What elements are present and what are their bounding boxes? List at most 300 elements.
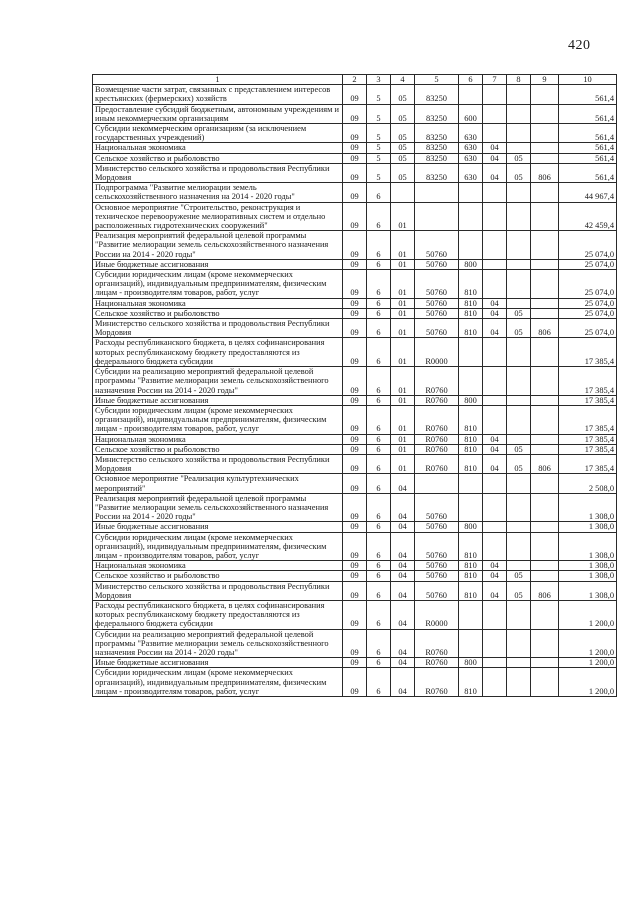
row-amount: 2 508,0: [559, 474, 617, 493]
row-code-c7: [483, 338, 507, 367]
row-code-c6: 630: [459, 153, 483, 163]
row-code-c6: 810: [459, 571, 483, 581]
row-code-c6: 810: [459, 444, 483, 454]
row-code-c7: [483, 270, 507, 299]
row-code-c2: 09: [343, 444, 367, 454]
row-code-c5: [415, 183, 459, 202]
table-row: [93, 395, 617, 405]
row-code-c8: [507, 202, 531, 231]
row-code-c8: [507, 104, 531, 123]
row-code-c4: 01: [391, 454, 415, 473]
row-code-c2: 09: [343, 532, 367, 561]
table-row: [93, 319, 617, 338]
row-code-c4: 05: [391, 153, 415, 163]
row-code-c9: [531, 493, 559, 522]
row-code-c6: 630: [459, 143, 483, 153]
row-code-c3: 6: [367, 454, 391, 473]
row-code-c2: 09: [343, 104, 367, 123]
row-code-c2: 09: [343, 153, 367, 163]
row-code-c3: 6: [367, 474, 391, 493]
row-amount: 1 308,0: [559, 581, 617, 600]
row-name: Министерство сельского хозяйства и продовольствия Республики Мордовия: [93, 454, 343, 473]
row-code-c6: [459, 493, 483, 522]
row-code-c7: [483, 124, 507, 143]
row-code-c5: R0760: [415, 658, 459, 668]
row-name: Расходы республиканского бюджета, в целях софинансирования которых республиканскому бюджету предоставляются из федерального бюджета субсидии: [93, 600, 343, 629]
column-header-10: 10: [559, 75, 617, 85]
row-code-c9: [531, 561, 559, 571]
row-amount: 44 967,4: [559, 183, 617, 202]
row-code-c2: 09: [343, 600, 367, 629]
row-code-c2: 09: [343, 581, 367, 600]
row-code-c4: 01: [391, 259, 415, 269]
row-amount: 17 385,4: [559, 367, 617, 396]
row-code-c3: 6: [367, 270, 391, 299]
row-amount: 42 459,4: [559, 202, 617, 231]
row-code-c6: 810: [459, 532, 483, 561]
row-code-c2: 09: [343, 454, 367, 473]
row-code-c5: 50760: [415, 493, 459, 522]
header-row: [93, 75, 617, 85]
row-code-c7: 04: [483, 143, 507, 153]
row-code-c3: 6: [367, 395, 391, 405]
row-code-c9: [531, 367, 559, 396]
row-code-c4: 01: [391, 338, 415, 367]
table-row: [93, 474, 617, 493]
row-name: Национальная экономика: [93, 434, 343, 444]
row-code-c4: 05: [391, 143, 415, 153]
row-name: Министерство сельского хозяйства и продовольствия Республики Мордовия: [93, 581, 343, 600]
row-code-c8: [507, 395, 531, 405]
row-code-c2: 09: [343, 270, 367, 299]
row-code-c8: [507, 183, 531, 202]
row-code-c6: [459, 231, 483, 260]
row-code-c2: 09: [343, 163, 367, 182]
row-name: Субсидии некоммерческим организациям (за исключением государственных учреждений): [93, 124, 343, 143]
row-code-c7: [483, 532, 507, 561]
row-code-c9: [531, 308, 559, 318]
row-code-c9: [531, 270, 559, 299]
row-code-c8: [507, 367, 531, 396]
row-code-c6: 800: [459, 658, 483, 668]
row-code-c7: 04: [483, 308, 507, 318]
row-name: Предоставление субсидий бюджетным, автономным учреждениям и иным некоммерческим организациям: [93, 104, 343, 123]
row-code-c6: 810: [459, 319, 483, 338]
row-amount: 17 385,4: [559, 444, 617, 454]
row-name: Национальная экономика: [93, 143, 343, 153]
row-code-c4: 04: [391, 668, 415, 697]
row-code-c2: 09: [343, 658, 367, 668]
row-name: Иные бюджетные ассигнования: [93, 395, 343, 405]
row-code-c8: 05: [507, 308, 531, 318]
row-code-c8: [507, 668, 531, 697]
row-code-c9: [531, 444, 559, 454]
row-code-c7: 04: [483, 298, 507, 308]
row-code-c2: 09: [343, 298, 367, 308]
row-code-c2: 09: [343, 561, 367, 571]
row-amount: 17 385,4: [559, 434, 617, 444]
row-code-c8: [507, 434, 531, 444]
row-code-c3: 6: [367, 629, 391, 658]
row-code-c3: 5: [367, 143, 391, 153]
row-code-c4: 05: [391, 85, 415, 104]
row-code-c5: R0000: [415, 600, 459, 629]
row-code-c3: 6: [367, 522, 391, 532]
row-code-c8: [507, 270, 531, 299]
row-code-c6: [459, 367, 483, 396]
row-code-c3: 5: [367, 124, 391, 143]
table-row: [93, 571, 617, 581]
row-name: Реализация мероприятий федеральной целевой программы "Развитие мелиорации земель сельскохозяйственного назначения России на 2014 - 2020 годы": [93, 493, 343, 522]
row-name: Министерство сельского хозяйства и продовольствия Республики Мордовия: [93, 319, 343, 338]
row-code-c8: [507, 85, 531, 104]
row-code-c5: R0000: [415, 338, 459, 367]
row-code-c6: 600: [459, 104, 483, 123]
budget-table: [92, 74, 617, 697]
row-code-c7: [483, 104, 507, 123]
row-code-c8: [507, 231, 531, 260]
row-amount: 25 074,0: [559, 259, 617, 269]
row-amount: 561,4: [559, 153, 617, 163]
row-code-c5: [415, 474, 459, 493]
row-code-c9: [531, 153, 559, 163]
table-row: [93, 308, 617, 318]
row-code-c2: 09: [343, 85, 367, 104]
row-amount: 1 308,0: [559, 532, 617, 561]
row-code-c2: 09: [343, 571, 367, 581]
row-amount: 1 308,0: [559, 561, 617, 571]
row-code-c8: [507, 143, 531, 153]
row-code-c5: 83250: [415, 143, 459, 153]
column-header-5: 5: [415, 75, 459, 85]
row-name: Министерство сельского хозяйства и продовольствия Республики Мордовия: [93, 163, 343, 182]
row-code-c6: [459, 338, 483, 367]
row-code-c9: 806: [531, 319, 559, 338]
row-code-c9: [531, 143, 559, 153]
row-code-c6: 810: [459, 581, 483, 600]
row-code-c6: 810: [459, 454, 483, 473]
table-row: [93, 493, 617, 522]
row-code-c6: 810: [459, 668, 483, 697]
table-row: [93, 202, 617, 231]
row-code-c4: 04: [391, 629, 415, 658]
row-code-c9: [531, 85, 559, 104]
row-code-c4: 04: [391, 532, 415, 561]
row-code-c6: 810: [459, 270, 483, 299]
column-header-4: 4: [391, 75, 415, 85]
row-code-c9: [531, 658, 559, 668]
row-code-c4: 01: [391, 270, 415, 299]
row-code-c7: [483, 231, 507, 260]
row-code-c4: 01: [391, 444, 415, 454]
row-code-c5: 83250: [415, 104, 459, 123]
table-row: [93, 668, 617, 697]
row-code-c3: 6: [367, 571, 391, 581]
row-code-c9: [531, 395, 559, 405]
row-name: Национальная экономика: [93, 561, 343, 571]
table-row: [93, 183, 617, 202]
row-code-c7: 04: [483, 163, 507, 182]
row-code-c3: 5: [367, 85, 391, 104]
row-code-c4: 04: [391, 658, 415, 668]
table-row: [93, 143, 617, 153]
row-code-c2: 09: [343, 338, 367, 367]
row-code-c5: R0760: [415, 629, 459, 658]
row-code-c2: 09: [343, 629, 367, 658]
row-code-c7: [483, 183, 507, 202]
row-code-c5: 50760: [415, 308, 459, 318]
row-code-c7: 04: [483, 454, 507, 473]
row-code-c3: 6: [367, 493, 391, 522]
row-code-c2: 09: [343, 522, 367, 532]
row-code-c5: R0760: [415, 434, 459, 444]
row-code-c8: 05: [507, 163, 531, 182]
row-code-c6: 810: [459, 405, 483, 434]
row-name: Субсидии на реализацию мероприятий федеральной целевой программы "Развитие мелиорации земель сельскохозяйственного назначения России на 2014 - 2020 годы": [93, 367, 343, 396]
table-row: [93, 85, 617, 104]
row-code-c3: 6: [367, 338, 391, 367]
row-code-c8: [507, 629, 531, 658]
row-code-c7: [483, 259, 507, 269]
row-code-c2: 09: [343, 395, 367, 405]
table-row: [93, 124, 617, 143]
table-row: [93, 259, 617, 269]
table-row: [93, 561, 617, 571]
row-code-c9: [531, 532, 559, 561]
row-code-c2: 09: [343, 668, 367, 697]
row-code-c7: [483, 629, 507, 658]
row-code-c3: 6: [367, 298, 391, 308]
row-code-c5: R0760: [415, 444, 459, 454]
row-code-c5: 50760: [415, 259, 459, 269]
row-amount: 561,4: [559, 143, 617, 153]
table-row: [93, 153, 617, 163]
row-code-c4: [391, 183, 415, 202]
column-header-9: 9: [531, 75, 559, 85]
row-code-c9: [531, 183, 559, 202]
row-amount: 561,4: [559, 124, 617, 143]
table-row: [93, 454, 617, 473]
row-amount: 1 200,0: [559, 629, 617, 658]
row-code-c7: 04: [483, 561, 507, 571]
row-code-c7: [483, 405, 507, 434]
row-code-c8: [507, 474, 531, 493]
row-code-c4: 04: [391, 600, 415, 629]
row-name: Сельское хозяйство и рыболовство: [93, 308, 343, 318]
row-code-c4: 01: [391, 395, 415, 405]
row-code-c2: 09: [343, 405, 367, 434]
row-code-c7: [483, 367, 507, 396]
row-name: Возмещение части затрат, связанных с представлением интересов крестьянских (фермерских) хозяйств: [93, 85, 343, 104]
row-code-c2: 09: [343, 367, 367, 396]
row-name: Субсидии юридическим лицам (кроме некоммерческих организаций), индивидуальным предпринимателям, физическим лицам - производителям товаров, работ, услуг: [93, 405, 343, 434]
row-code-c8: [507, 298, 531, 308]
row-code-c9: [531, 338, 559, 367]
row-code-c7: 04: [483, 571, 507, 581]
row-code-c3: 6: [367, 668, 391, 697]
row-code-c4: 01: [391, 319, 415, 338]
row-code-c4: 04: [391, 493, 415, 522]
row-code-c3: 6: [367, 444, 391, 454]
row-name: Иные бюджетные ассигнования: [93, 522, 343, 532]
row-name: Расходы республиканского бюджета, в целях софинансирования которых республиканскому бюджету предоставляются из федерального бюджета субсидии: [93, 338, 343, 367]
row-amount: 17 385,4: [559, 454, 617, 473]
row-code-c4: 01: [391, 405, 415, 434]
table-body: [93, 85, 617, 697]
row-code-c3: 6: [367, 405, 391, 434]
row-code-c4: 04: [391, 571, 415, 581]
row-code-c5: 83250: [415, 124, 459, 143]
row-code-c5: R0760: [415, 668, 459, 697]
row-name: Иные бюджетные ассигнования: [93, 658, 343, 668]
column-header-1: 1: [93, 75, 343, 85]
row-code-c3: 6: [367, 532, 391, 561]
row-amount: 25 074,0: [559, 319, 617, 338]
row-code-c4: 04: [391, 581, 415, 600]
row-amount: 1 308,0: [559, 493, 617, 522]
row-code-c9: [531, 434, 559, 444]
row-code-c8: 05: [507, 444, 531, 454]
row-name: Субсидии на реализацию мероприятий федеральной целевой программы "Развитие мелиорации земель сельскохозяйственного назначения России на 2014 - 2020 годы": [93, 629, 343, 658]
row-amount: 1 308,0: [559, 522, 617, 532]
row-code-c3: 6: [367, 434, 391, 444]
row-code-c6: 630: [459, 124, 483, 143]
row-code-c9: [531, 202, 559, 231]
row-amount: 1 200,0: [559, 600, 617, 629]
table-row: [93, 405, 617, 434]
row-code-c4: 01: [391, 202, 415, 231]
row-code-c9: [531, 259, 559, 269]
row-code-c4: 05: [391, 104, 415, 123]
row-code-c3: 6: [367, 319, 391, 338]
row-code-c2: 09: [343, 202, 367, 231]
row-code-c7: [483, 658, 507, 668]
table-row: [93, 298, 617, 308]
row-amount: 561,4: [559, 163, 617, 182]
row-code-c9: 806: [531, 454, 559, 473]
row-code-c4: 01: [391, 231, 415, 260]
row-code-c7: [483, 493, 507, 522]
row-code-c9: [531, 298, 559, 308]
table-row: [93, 163, 617, 182]
row-code-c5: 50760: [415, 581, 459, 600]
column-header-6: 6: [459, 75, 483, 85]
row-code-c4: 01: [391, 367, 415, 396]
row-code-c5: 50760: [415, 532, 459, 561]
row-code-c9: [531, 668, 559, 697]
column-header-3: 3: [367, 75, 391, 85]
row-amount: 17 385,4: [559, 338, 617, 367]
row-name: Основное мероприятие "Реализация культуртехнических мероприятий": [93, 474, 343, 493]
row-code-c3: 6: [367, 600, 391, 629]
row-code-c6: [459, 202, 483, 231]
row-code-c3: 6: [367, 367, 391, 396]
row-code-c6: 810: [459, 434, 483, 444]
table-row: [93, 231, 617, 260]
row-amount: 25 074,0: [559, 298, 617, 308]
row-code-c7: 04: [483, 319, 507, 338]
row-code-c2: 09: [343, 319, 367, 338]
row-code-c3: 6: [367, 231, 391, 260]
table-row: [93, 104, 617, 123]
row-code-c2: 09: [343, 474, 367, 493]
row-code-c6: 630: [459, 163, 483, 182]
row-amount: 561,4: [559, 104, 617, 123]
row-code-c8: [507, 522, 531, 532]
row-code-c7: [483, 395, 507, 405]
row-code-c7: [483, 522, 507, 532]
row-code-c9: [531, 231, 559, 260]
row-code-c6: 800: [459, 395, 483, 405]
row-code-c3: 6: [367, 183, 391, 202]
row-name: Сельское хозяйство и рыболовство: [93, 444, 343, 454]
row-code-c6: [459, 629, 483, 658]
row-code-c8: 05: [507, 153, 531, 163]
row-code-c7: 04: [483, 444, 507, 454]
row-code-c2: 09: [343, 183, 367, 202]
column-header-7: 7: [483, 75, 507, 85]
row-name: Субсидии юридическим лицам (кроме некоммерческих организаций), индивидуальным предпринимателям, физическим лицам - производителям товаров, работ, услуг: [93, 668, 343, 697]
row-code-c5: 83250: [415, 153, 459, 163]
row-code-c8: [507, 493, 531, 522]
row-code-c7: [483, 474, 507, 493]
row-code-c5: 50760: [415, 561, 459, 571]
row-code-c9: [531, 522, 559, 532]
column-header-2: 2: [343, 75, 367, 85]
row-code-c8: [507, 600, 531, 629]
row-code-c9: [531, 600, 559, 629]
row-code-c6: 800: [459, 259, 483, 269]
row-code-c5: [415, 202, 459, 231]
row-code-c4: 01: [391, 434, 415, 444]
row-code-c8: 05: [507, 581, 531, 600]
row-name: Основное мероприятие "Строительство, реконструкция и техническое перевооружение мелиоративных систем и отдельно расположенных гидротехнических сооружений": [93, 202, 343, 231]
row-code-c4: 04: [391, 561, 415, 571]
row-code-c3: 6: [367, 259, 391, 269]
row-code-c7: [483, 600, 507, 629]
row-amount: 1 308,0: [559, 571, 617, 581]
row-code-c2: 09: [343, 434, 367, 444]
row-code-c8: [507, 259, 531, 269]
row-code-c3: 6: [367, 561, 391, 571]
row-code-c9: [531, 104, 559, 123]
row-code-c4: 04: [391, 474, 415, 493]
row-name: Сельское хозяйство и рыболовство: [93, 571, 343, 581]
row-name: Реализация мероприятий федеральной целевой программы "Развитие мелиорации земель сельскохозяйственного назначения России на 2014 - 2020 годы": [93, 231, 343, 260]
row-amount: 1 200,0: [559, 658, 617, 668]
row-code-c7: 04: [483, 434, 507, 444]
table-row: [93, 600, 617, 629]
row-code-c5: 50760: [415, 522, 459, 532]
row-code-c9: 806: [531, 163, 559, 182]
row-code-c5: 83250: [415, 85, 459, 104]
table-row: [93, 338, 617, 367]
row-code-c3: 6: [367, 581, 391, 600]
row-amount: 17 385,4: [559, 405, 617, 434]
row-code-c3: 6: [367, 658, 391, 668]
row-code-c2: 09: [343, 231, 367, 260]
row-code-c2: 09: [343, 143, 367, 153]
row-code-c4: 05: [391, 124, 415, 143]
row-amount: 25 074,0: [559, 308, 617, 318]
row-code-c2: 09: [343, 124, 367, 143]
row-code-c8: [507, 338, 531, 367]
row-code-c4: 01: [391, 308, 415, 318]
table-row: [93, 581, 617, 600]
row-code-c6: [459, 474, 483, 493]
row-code-c9: [531, 629, 559, 658]
row-code-c6: [459, 600, 483, 629]
